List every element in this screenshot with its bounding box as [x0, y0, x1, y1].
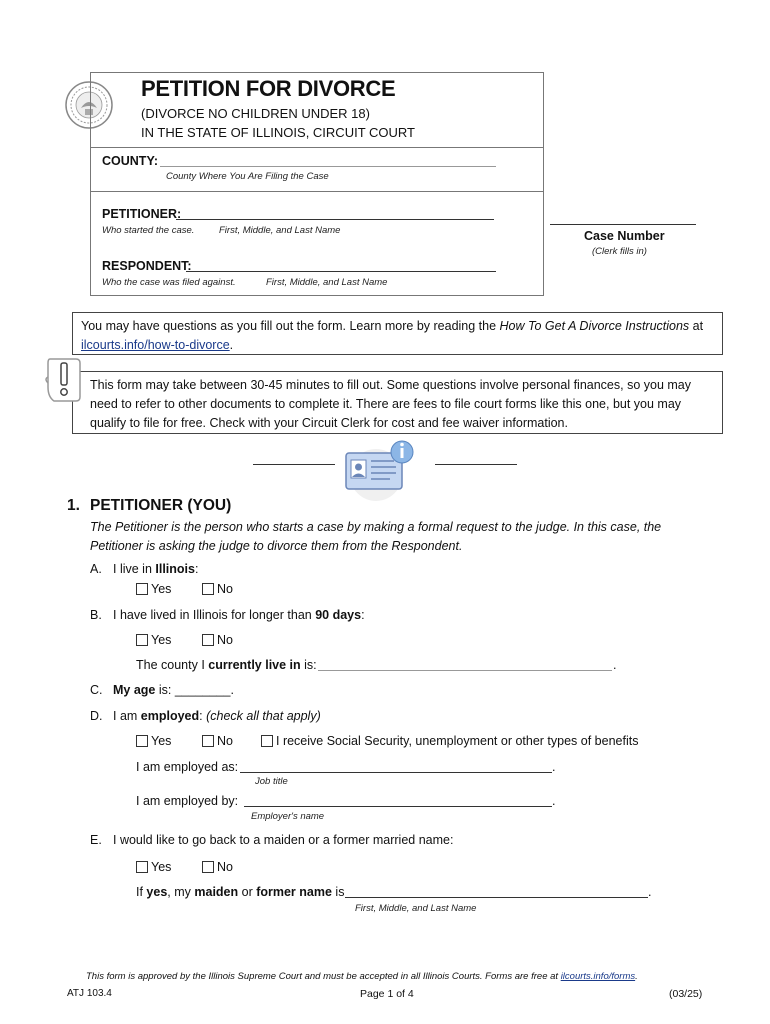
- time-notice-text: This form may take between 30-45 minutes to fill out. Some questions involve personal finances, so you may need to refer to other documents to complete it. There are fees to file court forms like this one, but you may qualify to file for free. Check with your Circuit Clerk for cost and fee waiver information.: [90, 378, 691, 430]
- question-a-bold: Illinois: [155, 562, 195, 576]
- question-b-yes[interactable]: [136, 633, 171, 647]
- divider-left: [253, 464, 335, 465]
- form-id: ATJ 103.4: [67, 988, 112, 999]
- form-title: PETITION FOR DIVORCE: [141, 76, 396, 101]
- question-d-text: [113, 709, 321, 723]
- employed-yes[interactable]: [136, 734, 171, 748]
- checkbox[interactable]: [202, 735, 214, 747]
- checkbox[interactable]: [202, 634, 214, 646]
- current-county-field[interactable]: [318, 670, 612, 671]
- respondent-name-field[interactable]: [186, 271, 496, 272]
- petitioner-name-field[interactable]: [176, 219, 494, 220]
- checkbox[interactable]: [202, 583, 214, 595]
- question-d-post: :: [199, 709, 207, 723]
- approval-period: .: [635, 971, 638, 982]
- question-d-bold: employed: [140, 709, 200, 723]
- if-pre: If: [136, 885, 147, 899]
- employer-period: .: [552, 794, 556, 808]
- instructions-title: How To Get A Divorce Instructions: [499, 319, 690, 333]
- question-b-post: :: [361, 608, 365, 622]
- yes-label: Yes: [151, 860, 172, 874]
- question-a-no[interactable]: [202, 582, 233, 596]
- if-mid2: or: [238, 885, 257, 899]
- petitioner-hint: Who started the case.: [102, 225, 195, 236]
- if-post: is: [331, 885, 345, 899]
- former-name-label: [136, 885, 344, 899]
- former-name-field[interactable]: [345, 897, 648, 898]
- employer-hint: Employer's name: [251, 811, 325, 822]
- respondent-label: RESPONDENT:: [102, 259, 192, 273]
- checkbox[interactable]: [136, 861, 148, 873]
- employed-no[interactable]: [202, 734, 233, 748]
- time-notice: [72, 371, 723, 434]
- case-number-field[interactable]: [550, 224, 696, 225]
- employer-field[interactable]: [244, 806, 552, 807]
- question-b-bold: 90 days: [315, 608, 362, 622]
- section-title: PETITIONER (YOU): [90, 497, 232, 514]
- county-field[interactable]: [160, 166, 496, 167]
- no-label: No: [217, 633, 233, 647]
- notice-text-at: at: [689, 319, 704, 333]
- question-b-letter: B.: [90, 608, 102, 622]
- job-title-field[interactable]: [240, 772, 552, 773]
- job-title-label: I am employed as:: [136, 760, 239, 774]
- county-pre: The county I: [136, 658, 209, 672]
- former-name-period: .: [648, 885, 652, 899]
- benefits-label: I receive Social Security, unemployment or other types of benefits: [276, 734, 639, 748]
- notice-period: .: [229, 338, 234, 352]
- checkbox[interactable]: [136, 735, 148, 747]
- question-e-text: I would like to go back to a maiden or a former married name:: [113, 833, 454, 847]
- yes-label: Yes: [151, 582, 172, 596]
- divider-right: [435, 464, 517, 465]
- instructions-notice: [72, 312, 723, 355]
- former-name-hint: First, Middle, and Last Name: [355, 903, 477, 914]
- question-b-pre: I have lived in Illinois for longer than: [113, 608, 316, 622]
- petitioner-label: PETITIONER:: [102, 207, 182, 221]
- current-county-label: [136, 658, 317, 672]
- question-a-text: [113, 562, 198, 576]
- revision-date: (03/25): [669, 988, 703, 1000]
- county-hint: County Where You Are Filing the Case: [166, 171, 329, 182]
- question-d-pre: I am: [113, 709, 141, 723]
- if-maiden: maiden: [194, 885, 239, 899]
- section-number: 1.: [67, 497, 80, 514]
- approval-text: This form is approved by the Illinois Supreme Court and must be accepted in all Illinois Courts. Forms are free at: [86, 971, 561, 982]
- question-b-no[interactable]: [202, 633, 233, 647]
- question-c-letter: C.: [90, 683, 103, 697]
- checkbox[interactable]: [261, 735, 273, 747]
- yes-label: Yes: [151, 734, 172, 748]
- question-a-post: :: [194, 562, 199, 576]
- forms-link[interactable]: ilcourts.info/forms: [560, 971, 636, 982]
- notice-text: You may have questions as you fill out the form. Learn more by reading the: [81, 319, 500, 333]
- checkbox[interactable]: [136, 634, 148, 646]
- page-number: Page 1 of 4: [360, 988, 414, 1000]
- question-b-text: [113, 608, 365, 622]
- job-period: .: [552, 760, 556, 774]
- instructions-link[interactable]: ilcourts.info/how-to-divorce: [81, 338, 230, 352]
- no-label: No: [217, 734, 233, 748]
- checkbox[interactable]: [136, 583, 148, 595]
- checkbox[interactable]: [202, 861, 214, 873]
- employer-label: I am employed by:: [136, 794, 239, 808]
- yes-label: Yes: [151, 633, 172, 647]
- question-a-letter: A.: [90, 562, 102, 576]
- respondent-name-hint: First, Middle, and Last Name: [266, 277, 388, 288]
- benefits-option[interactable]: [261, 734, 638, 748]
- if-former-name: former name: [256, 885, 332, 899]
- job-title-hint: Job title: [255, 776, 288, 787]
- age-label: My age: [113, 683, 156, 697]
- former-name-no[interactable]: [202, 860, 233, 874]
- petitioner-name-hint: First, Middle, and Last Name: [219, 225, 341, 236]
- section-intro: The Petitioner is the person who starts a case by making a formal request to the judge. In this case, the Petitioner is asking the judge to divorce them from the Respondent.: [90, 520, 662, 553]
- if-mid1: , my: [167, 885, 195, 899]
- form-court: IN THE STATE OF ILLINOIS, CIRCUIT COURT: [141, 125, 415, 140]
- respondent-hint: Who the case was filed against.: [102, 277, 236, 288]
- exclamation-icon: [44, 357, 84, 403]
- case-number-label: Case Number: [584, 229, 665, 243]
- id-card-icon: [340, 437, 424, 503]
- question-d-note: (check all that apply): [206, 709, 321, 723]
- case-number-hint: (Clerk fills in): [592, 246, 647, 257]
- question-d-letter: D.: [90, 709, 103, 723]
- former-name-yes[interactable]: [136, 860, 171, 874]
- county-label: COUNTY:: [102, 154, 159, 168]
- if-yes: yes: [146, 885, 168, 899]
- question-a-pre: I live in: [113, 562, 156, 576]
- county-post: is:: [300, 658, 317, 672]
- county-period: .: [613, 658, 617, 672]
- no-label: No: [217, 860, 233, 874]
- county-bold: currently live in: [208, 658, 301, 672]
- approval-notice: [86, 971, 706, 982]
- form-subtitle: (DIVORCE NO CHILDREN UNDER 18): [141, 106, 370, 121]
- age-field[interactable]: [113, 683, 234, 697]
- no-label: No: [217, 582, 233, 596]
- age-blank: is: ________.: [155, 683, 234, 697]
- question-a-yes[interactable]: [136, 582, 171, 596]
- question-e-letter: E.: [90, 833, 102, 847]
